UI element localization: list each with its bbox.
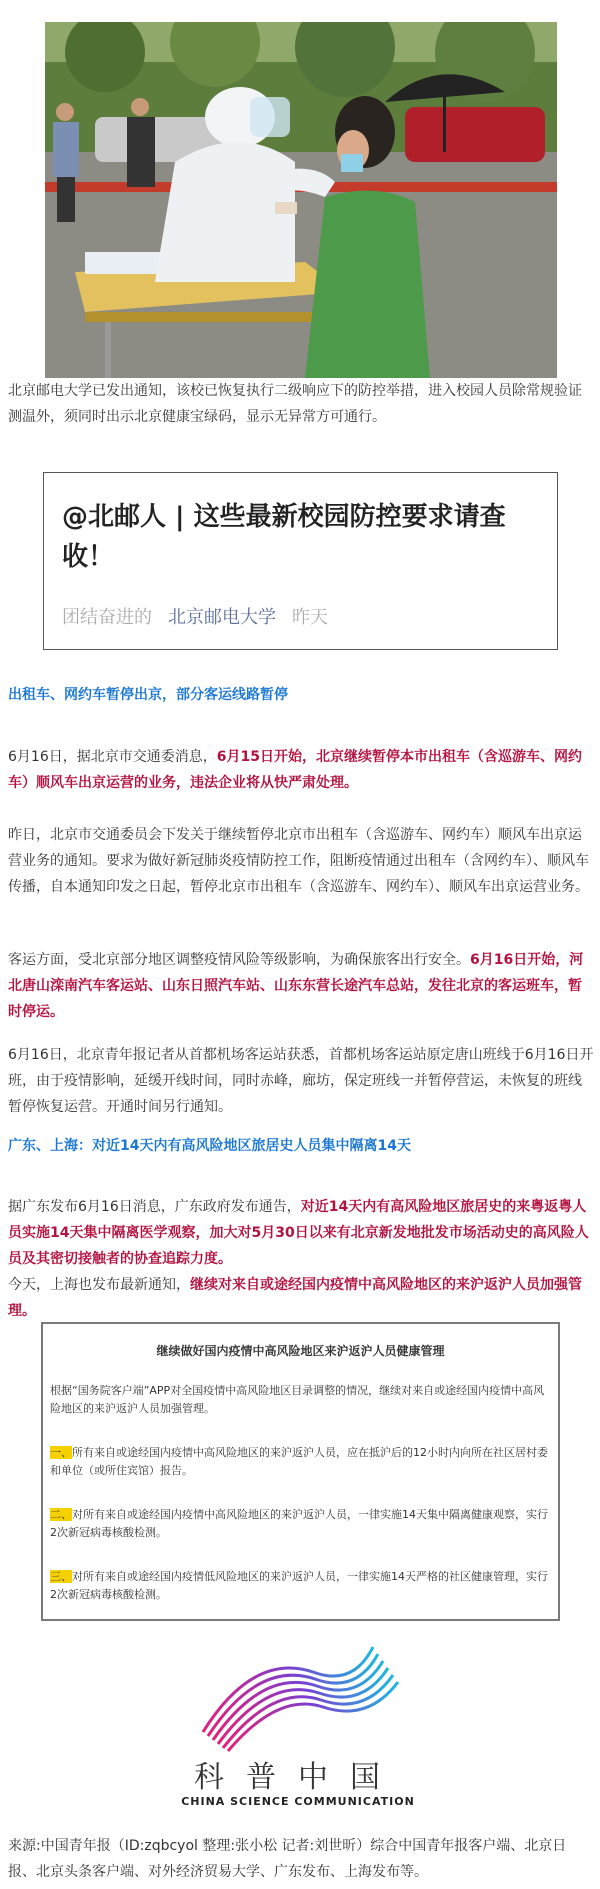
intro-paragraph: 北京邮电大学已发出通知，该校已恢复执行二级响应下的防控举措，进入校园人员除常规验证测温外，须同时出示北京健康宝绿码，显示无异常方可通行。 — [8, 383, 582, 425]
nucleic-test-photo-illustration — [45, 22, 557, 378]
paragraph-shanghai — [8, 1272, 594, 1324]
logo-chinese-text: 科普中国 — [194, 1760, 402, 1795]
paragraph-guangdong — [8, 1194, 594, 1272]
related-article-card[interactable] — [43, 472, 558, 650]
paragraph-text: 今天，上海也发布最新通知， — [8, 1277, 190, 1293]
article-source: 团结奋进的 — [62, 607, 152, 628]
related-article-title: @北邮人 | 这些最新校园防控要求请查收！ — [62, 502, 506, 572]
highlighted-text: 继续对来自或途经国内疫情中高风险地区的来沪返沪人员加强管理。 — [8, 1277, 582, 1319]
notice-item-text: 对所有来自或途经国内疫情低风险地区的来沪返沪人员，一律实施14天严格的社区健康管理，实行2次新冠病毒核酸检测。 — [50, 1570, 548, 1601]
notice-intro: 根据“国务院客户端”APP对全国疫情中高风险地区目录调整的情况，继续对来自或途经国内疫情中高风险地区的来沪返沪人员加强管理。 — [50, 1384, 545, 1415]
paragraph-text: 客运方面，受北京部分地区调整疫情风险等级影响，为确保旅客出行安全。 — [8, 952, 470, 968]
highlighted-text: 6月16日开始，河北唐山滦南汽车客运站、山东日照汽车站、山东东营长途汽车总站，发往北京的客运班车，暂时停运。 — [8, 952, 584, 1020]
notice-item-text: 所有来自或途经国内疫情中高风险地区的来沪返沪人员，应在抵沪后的12小时内向所在社区居村委和单位（或所住宾馆）报告。 — [50, 1446, 548, 1477]
paragraph-taxi-suspension — [8, 744, 594, 796]
article-time: 昨天 — [292, 607, 328, 628]
paragraph-taxi-notice: 昨日，北京市交通委员会下发关于继续暂停北京市出租车（含巡游车、网约车）顺风车出京运营业务的通知。要求为做好新冠肺炎疫情防控工作，阻断疫情通过出租车（含网约车）、顺风车传播，自本通知印发之日起，暂停北京市出租车（含巡游车、网约车）、顺风车出京运营业务。 — [8, 827, 589, 895]
notice-item-text: 对所有来自或途经国内疫情中高风险地区的来沪返沪人员，一律实施14天集中隔离健康观察，实行2次新冠病毒核酸检测。 — [50, 1508, 548, 1539]
highlighted-text: 6月15日开始，北京继续暂停本市出租车（含巡游车、网约车）顺风车出京运营的业务，违法企业将从快严肃处理。 — [8, 749, 582, 791]
paragraph-coach-suspension — [8, 947, 594, 1025]
logo-english-text: CHINA SCIENCE COMMUNICATION — [181, 1795, 415, 1808]
notice-item-2 — [50, 1506, 550, 1542]
notice-item-1 — [50, 1444, 550, 1480]
shanghai-notice-image — [41, 1322, 560, 1621]
notice-item-number: 三、 — [50, 1570, 72, 1583]
source-credit: 来源:中国青年报（ID:zqbcyol 整理:张小松 记者:刘世昕）综合中国青年报客户端、北京日报、北京头条客户端、对外经济贸易大学、广东发布、上海发布等。 — [8, 1838, 567, 1880]
hero-photo — [45, 22, 557, 378]
kepu-logo-mark-icon — [163, 1632, 433, 1752]
notice-title: 继续做好国内疫情中高风险地区来沪返沪人员健康管理 — [156, 1344, 445, 1358]
section-heading-quarantine: 广东、上海：对近14天内有高风险地区旅居史人员集中隔离14天 — [8, 1138, 411, 1154]
notice-item-3 — [50, 1568, 550, 1604]
paragraph-text: 据广东发布6月16日消息，广东政府发布通告， — [8, 1199, 301, 1215]
paragraph-text: 6月16日，据北京市交通委消息， — [8, 749, 217, 765]
highlighted-text: 对近14天内有高风险地区旅居史的来粤返粤人员实施14天集中隔离医学观察，加大对5月30日以来有北京新发地批发市场活动史的高风险人员及其密切接触者的协查追踪力度。 — [8, 1199, 589, 1267]
related-article-meta — [62, 603, 328, 629]
article-org[interactable]: 北京邮电大学 — [168, 607, 276, 628]
notice-item-number: 一、 — [50, 1446, 72, 1459]
paragraph-airport-coach: 6月16日，北京青年报记者从首都机场客运站获悉，首都机场客运站原定唐山班线于6月16日开班，由于疫情影响，延缓开线时间，同时赤峰，廊坊，保定班线一并暂停营运，未恢复的班线暂停恢复运营。开通时间另行通知。 — [8, 1047, 594, 1115]
section-heading-taxi: 出租车、网约车暂停出京，部分客运线路暂停 — [8, 687, 288, 703]
notice-item-number: 二、 — [50, 1508, 72, 1521]
kepu-china-logo — [163, 1632, 433, 1822]
